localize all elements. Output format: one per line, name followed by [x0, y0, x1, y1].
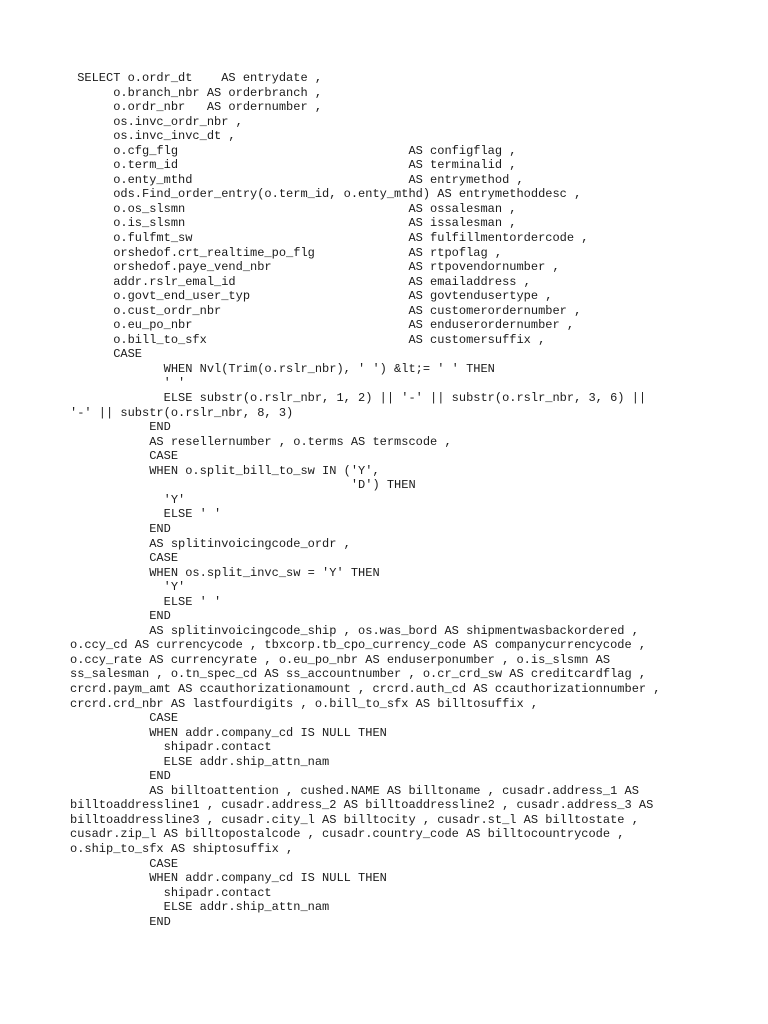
code-line: WHEN os.split_invc_sw = 'Y' THEN	[70, 565, 380, 580]
code-line: WHEN Nvl(Trim(o.rslr_nbr), ' ') &lt;= ' ' THEN	[70, 361, 495, 376]
code-line: o.is_slsmn AS issalesman ,	[70, 216, 517, 231]
code-line: SELECT o.ordr_dt AS entrydate ,	[70, 71, 323, 85]
code-line: o.enty_mthd AS entrymethod ,	[70, 172, 524, 187]
code-line: 'Y'	[70, 580, 186, 595]
code-line: ' '	[70, 376, 186, 391]
code-line: END	[70, 609, 171, 624]
code-line: os.invc_ordr_nbr ,	[70, 114, 243, 129]
code-line: o.eu_po_nbr AS enduserordernumber ,	[70, 318, 575, 333]
code-line: END	[70, 914, 171, 929]
code-line: 'Y'	[70, 492, 186, 507]
code-line: AS splitinvoicingcode_ship , os.was_bord AS shipmentwasbackordered ,	[70, 623, 639, 638]
code-line: o.term_id AS terminalid ,	[70, 158, 517, 173]
code-line: o.govt_end_user_typ AS govtendusertype ,	[70, 289, 553, 304]
code-line: ELSE ' '	[70, 594, 222, 609]
code-line: WHEN addr.company_cd IS NULL THEN	[70, 871, 387, 886]
code-line: o.cfg_flg AS configflag ,	[70, 143, 517, 158]
code-line: END	[70, 420, 171, 435]
code-line: addr.rslr_emal_id AS emailaddress ,	[70, 274, 531, 289]
code-line: o.cust_ordr_nbr AS customerordernumber ,	[70, 303, 582, 318]
code-line: shipadr.contact	[70, 885, 272, 900]
sql-code-page	[70, 71, 760, 929]
code-line: ELSE substr(o.rslr_nbr, 1, 2) || '-' || substr(o.rslr_nbr, 3, 6) ||	[70, 391, 647, 406]
code-line: ods.Find_order_entry(o.term_id, o.enty_mthd) AS entrymethoddesc ,	[70, 187, 582, 202]
code-line: o.os_slsmn AS ossalesman ,	[70, 201, 517, 216]
code-line: o.ordr_nbr AS ordernumber ,	[70, 100, 323, 115]
code-line: shipadr.contact	[70, 740, 272, 755]
code-line: o.ccy_cd AS currencycode , tbxcorp.tb_cpo_currency_code AS companycurrencycode ,	[70, 638, 647, 653]
code-line: ELSE addr.ship_attn_nam	[70, 900, 330, 915]
code-line: o.ccy_rate AS currencyrate , o.eu_po_nbr AS enduserponumber , o.is_slsmn AS	[70, 652, 611, 667]
code-line: CASE	[70, 856, 179, 871]
code-line: orshedof.paye_vend_nbr AS rtpovendornumber ,	[70, 260, 560, 275]
code-line: o.branch_nbr AS orderbranch ,	[70, 85, 323, 100]
code-line: CASE	[70, 449, 179, 464]
code-line: CASE	[70, 711, 179, 726]
code-line: WHEN o.split_bill_to_sw IN ('Y',	[70, 463, 380, 478]
code-line: billtoaddressline1 , cusadr.address_2 AS billtoaddressline2 , cusadr.address_3 AS	[70, 798, 654, 813]
code-line: CASE	[70, 347, 143, 362]
code-line: CASE	[70, 551, 179, 566]
code-line: AS resellernumber , o.terms AS termscode ,	[70, 434, 452, 449]
code-line: WHEN addr.company_cd IS NULL THEN	[70, 725, 387, 740]
code-line: '-' || substr(o.rslr_nbr, 8, 3)	[70, 405, 294, 420]
code-line: ss_salesman , o.tn_spec_cd AS ss_accountnumber , o.cr_crd_sw AS creditcardflag ,	[70, 667, 647, 682]
code-line: o.ship_to_sfx AS shiptosuffix ,	[70, 841, 294, 856]
code-line: o.bill_to_sfx AS customersuffix ,	[70, 332, 546, 347]
code-line: cusadr.zip_l AS billtopostalcode , cusadr.country_code AS billtocountrycode ,	[70, 827, 625, 842]
code-line: crcrd.paym_amt AS ccauthorizationamount , crcrd.auth_cd AS ccauthorizationnumber ,	[70, 681, 661, 696]
code-line: END	[70, 521, 171, 536]
code-line: AS billtoattention , cushed.NAME AS billtoname , cusadr.address_1 AS	[70, 783, 639, 798]
code-line: os.invc_invc_dt ,	[70, 129, 236, 144]
code-line: billtoaddressline3 , cusadr.city_l AS billtocity , cusadr.st_l AS billtostate ,	[70, 812, 639, 827]
code-line: 'D') THEN	[70, 478, 416, 493]
code-line: crcrd.crd_nbr AS lastfourdigits , o.bill_to_sfx AS billtosuffix ,	[70, 696, 539, 711]
code-line: o.fulfmt_sw AS fulfillmentordercode ,	[70, 231, 589, 246]
code-line: ELSE ' '	[70, 507, 222, 522]
code-line: orshedof.crt_realtime_po_flg AS rtpoflag ,	[70, 245, 503, 260]
code-line: AS splitinvoicingcode_ordr ,	[70, 536, 351, 551]
code-line: END	[70, 769, 171, 784]
code-line: ELSE addr.ship_attn_nam	[70, 754, 330, 769]
